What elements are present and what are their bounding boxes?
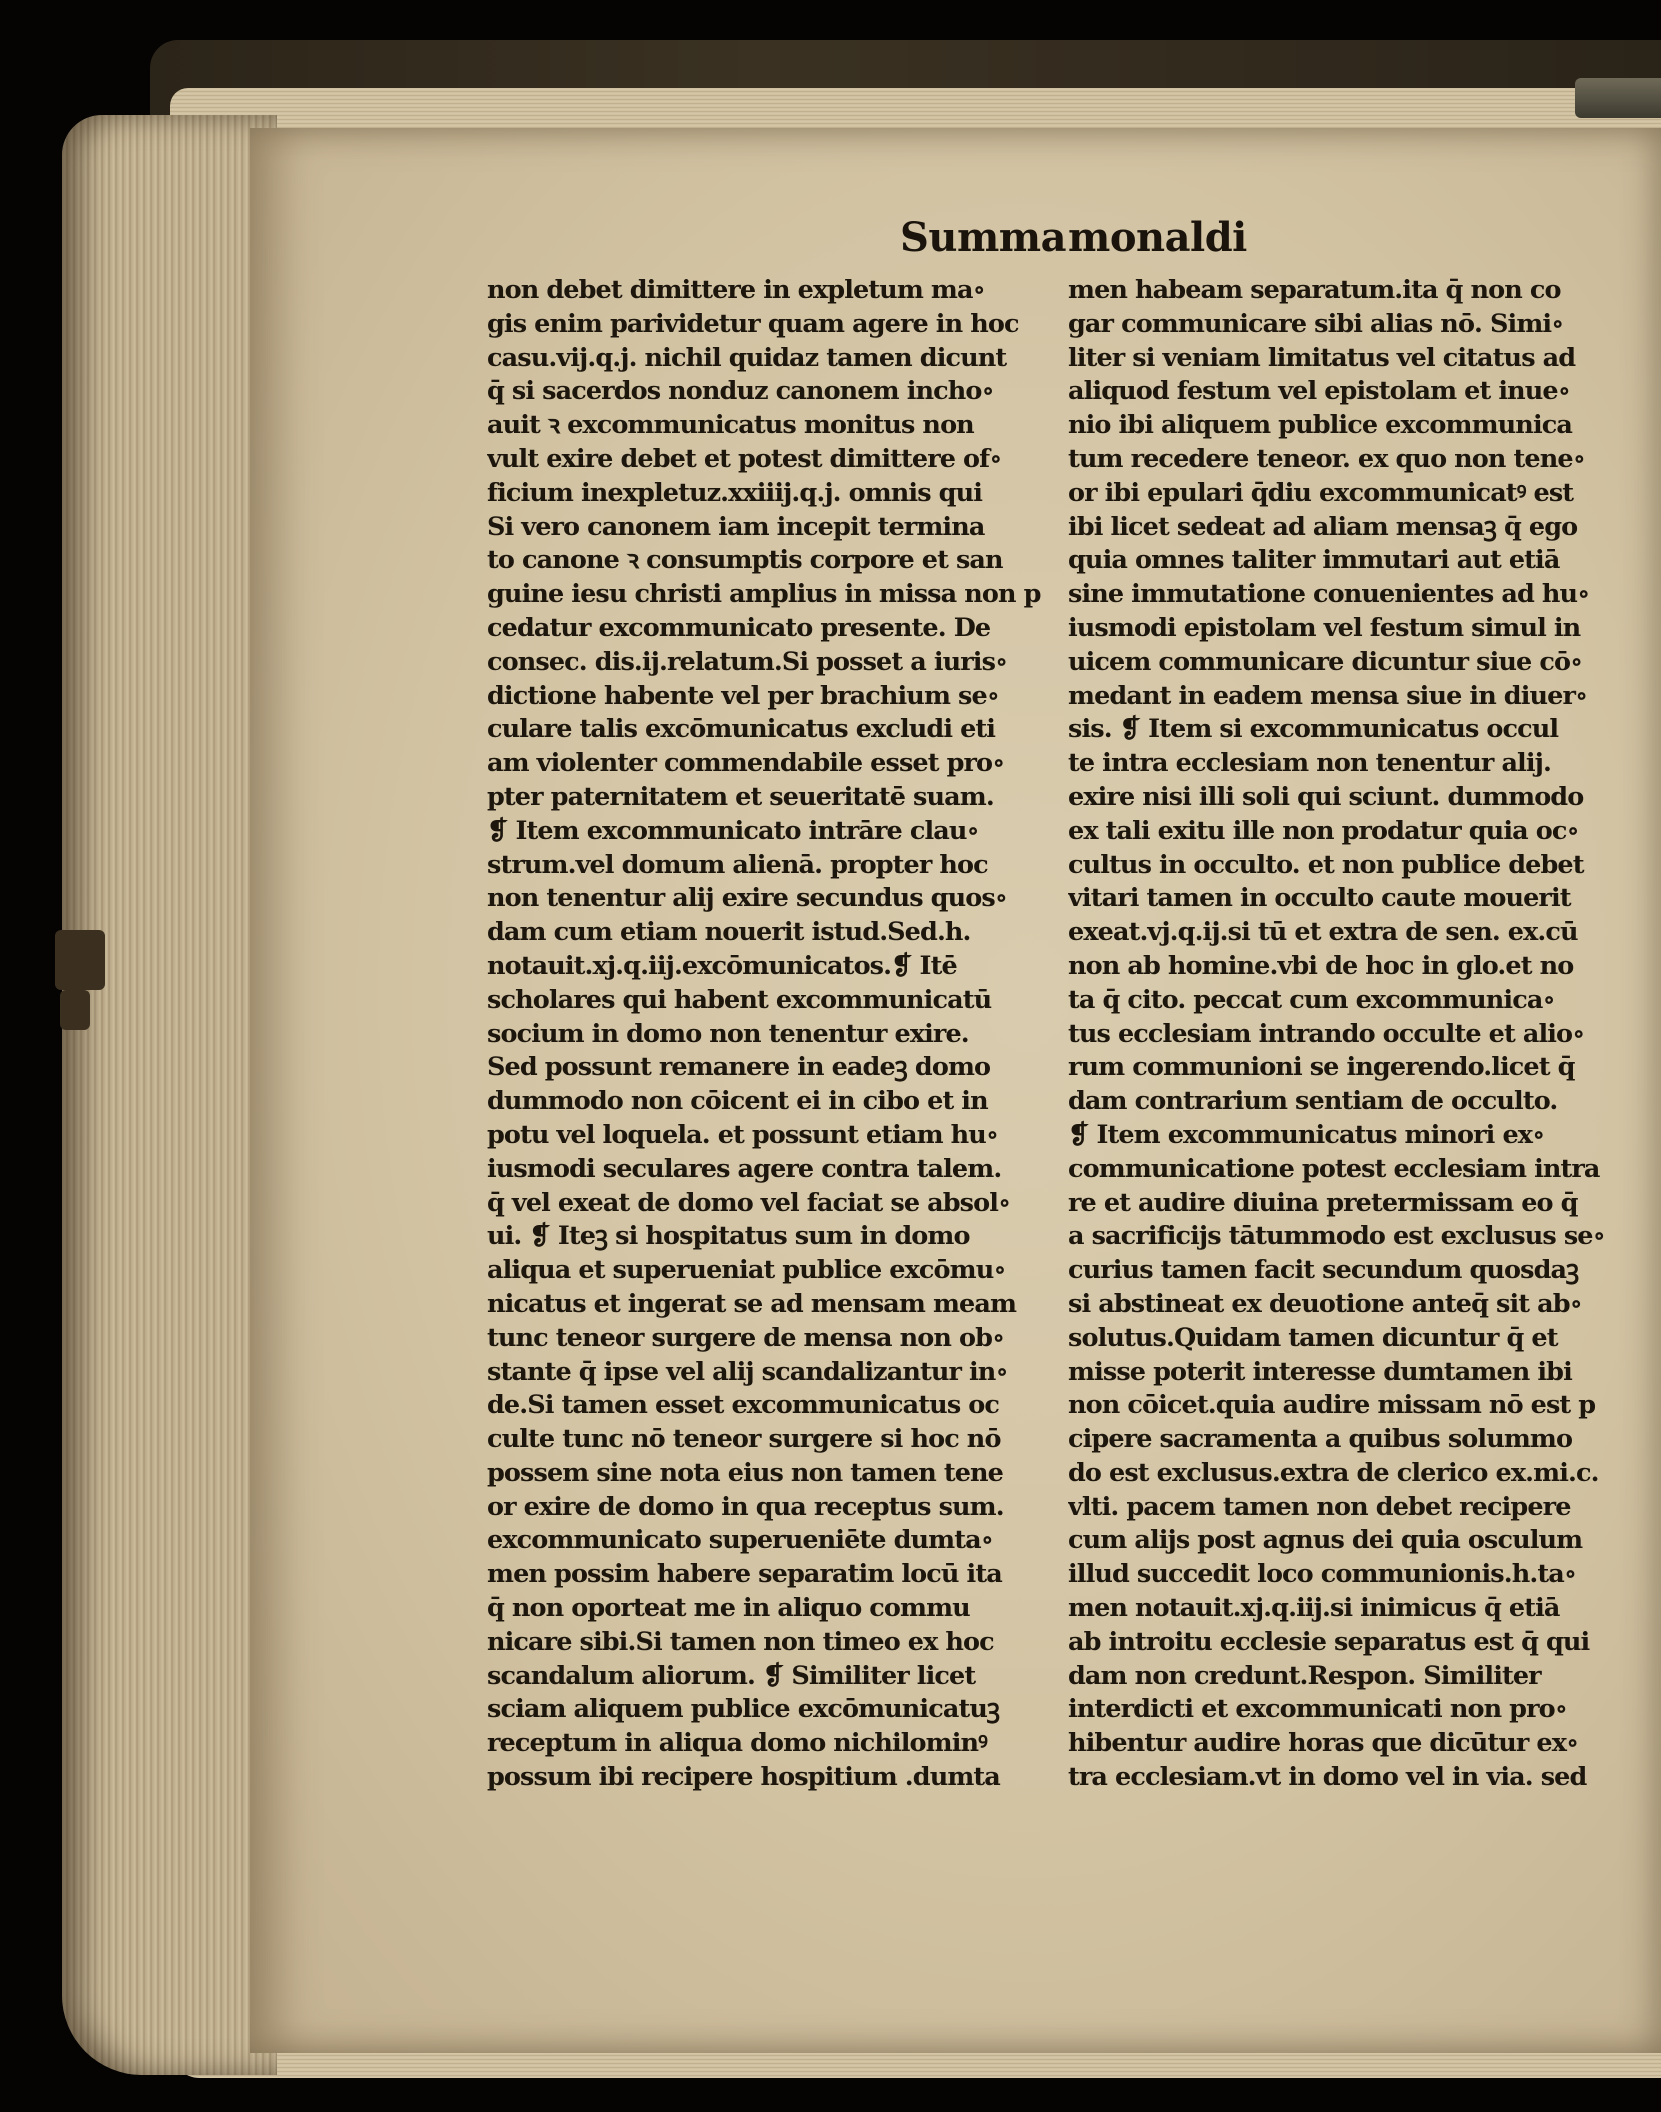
text-line: cultus in occulto. et non publice debet [1068,849,1584,880]
text-line: ❡ Item excommunicatus minori ex∘ [1068,1119,1545,1150]
text-line: nio ibi aliquem publice excommunica [1068,410,1572,441]
text-line: casu.vij.q.j. nichil quidaz tamen dicunt [487,342,1007,373]
text-line: ab introitu ecclesie separatus est q̄ qui [1068,1626,1590,1657]
text-line: exire nisi illi soli qui sciunt. dummodo [1068,781,1584,812]
text-line: men habeam separatum.ita q̄ non co [1068,275,1561,305]
text-line: nicatus et ingerat se ad mensam meam [487,1288,1017,1319]
text-line: ❡ Item excommunicato intrāre clau∘ [487,815,979,846]
text-line: non cōicet.quia audire missam nō est p [1068,1390,1596,1421]
text-line: q̄ vel exeat de domo vel faciat se absol∘ [487,1187,1011,1218]
text-line: non debet dimittere in expletum ma∘ [487,275,985,305]
text-line: dam contrarium sentiam de occulto. [1068,1086,1558,1117]
text-column-left [487,274,1077,1795]
text-line: non tenentur alij exire secundus quos∘ [487,883,1008,914]
text-line: scholares qui habent excommunicatū [487,984,992,1015]
text-line: aliquod festum vel epistolam et inue∘ [1068,376,1571,407]
binding-strap-upper [55,930,105,990]
text-line: q̄ si sacerdos nonduz canonem incho∘ [487,376,994,407]
text-line: auit ꝛ excommunicatus monitus non [487,410,974,441]
text-line: quia omnes taliter immutari aut etiā [1068,545,1560,576]
text-line: hibentur audire horas que dicūtur ex∘ [1068,1728,1579,1759]
text-line: dam cum etiam nouerit istud.Sed.h. [487,917,971,948]
clasp [1575,78,1661,118]
text-line: ui. ❡ Iteꝫ si hospitatus sum in domo [487,1221,970,1252]
text-line: solutus.Quidam tamen dicuntur q̄ et [1068,1322,1558,1353]
text-line: stante q̄ ipse vel alij scandalizantur in∘ [487,1356,1008,1387]
running-head-left: Summa [900,214,1067,261]
text-line: uicem communicare dicuntur siue cō∘ [1068,646,1583,677]
text-line: ta q̄ cito. peccat cum excommunica∘ [1068,984,1555,1015]
text-line: Si vero canonem iam incepit termina [487,511,985,542]
running-head-right: monaldi [1068,214,1247,261]
text-line: possum ibi recipere hospitium .dumta [487,1762,1000,1793]
text-line: consec. dis.ij.relatum.Si posset a iuris∘ [487,646,1008,677]
text-line: dam non credunt.Respon. Similiter [1068,1660,1541,1691]
text-line: tunc teneor surgere de mensa non ob∘ [487,1322,1005,1353]
text-line: ibi licet sedeat ad aliam mensaꝫ q̄ ego [1068,511,1578,542]
text-line: men notauit.xj.q.iij.si inimicus q̄ etiā [1068,1593,1560,1624]
text-line: pter paternitatem et seueritatē suam. [487,781,994,812]
text-line: si abstineat ex deuotione anteq̄ sit ab∘ [1068,1288,1583,1319]
text-line: vitari tamen in occulto caute mouerit [1068,883,1571,914]
text-line: strum.vel domum alienā. propter hoc [487,849,988,880]
fore-edge [62,115,277,2075]
text-line: guine iesu christi amplius in missa non p [487,579,1041,610]
text-line: de.Si tamen esset excommunicatus oc [487,1390,999,1421]
text-line: dummodo non cōicent ei in cibo et in [487,1086,988,1117]
text-line: cipere sacramenta a quibus solummo [1068,1424,1573,1455]
text-line: excommunicato superueniēte dumta∘ [487,1525,994,1556]
text-line: interdicti et excommunicati non pro∘ [1068,1694,1568,1725]
text-column-right [1068,274,1628,1795]
text-line: tus ecclesiam intrando occulte et alio∘ [1068,1018,1585,1049]
text-line: socium in domo non tenentur exire. [487,1018,969,1049]
text-line: gar communicare sibi alias nō. Simi∘ [1068,308,1564,339]
text-line: am violenter commendabile esset pro∘ [487,748,1005,779]
text-line: notauit.xj.q.iij.excōmunicatos.❡ Itē [487,950,957,981]
text-line: Sed possunt remanere in eadeꝫ domo [487,1052,991,1083]
text-line: communicatione potest ecclesiam intra [1068,1153,1600,1184]
binding-strap-lower [60,990,90,1030]
text-line: sine immutatione conuenientes ad hu∘ [1068,579,1590,610]
text-line: ficium inexpletuz.xxiiij.q.j. omnis qui [487,477,983,508]
text-line: exeat.vj.q.ij.si tū et extra de sen. ex.cū [1068,917,1578,948]
text-line: potu vel loquela. et possunt etiam hu∘ [487,1119,999,1150]
text-line: possem sine nota eius non tamen tene [487,1457,1003,1488]
text-line: do est exclusus.extra de clerico ex.mi.c. [1068,1457,1599,1488]
text-line: aliqua et superueniat publice excōmu∘ [487,1255,1006,1286]
text-line: te intra ecclesiam non tenentur alij. [1068,748,1551,779]
text-line: cedatur excommunicato presente. De [487,612,991,643]
text-line: men possim habere separatim locū ita [487,1559,1002,1590]
text-line: re et audire diuina pretermissam eo q̄ [1068,1187,1578,1218]
text-line: nicare sibi.Si tamen non timeo ex hoc [487,1626,994,1657]
text-line: rum communioni se ingerendo.licet q̄ [1068,1052,1575,1083]
text-line: or exire de domo in qua receptus sum. [487,1491,1004,1522]
text-line: non ab homine.vbi de hoc in glo.et no [1068,950,1574,981]
text-line: receptum in aliqua domo nichilominꝰ [487,1728,988,1759]
text-line: liter si veniam limitatus vel citatus ad [1068,342,1576,373]
text-line: q̄ non oporteat me in aliquo commu [487,1593,970,1624]
text-line: cum alijs post agnus dei quia osculum [1068,1525,1583,1556]
text-line: culte tunc nō teneor surgere si hoc nō [487,1424,1001,1455]
text-line: iusmodi seculares agere contra talem. [487,1153,1002,1184]
text-line: dictione habente vel per brachium se∘ [487,680,1000,711]
text-line: misse poterit interesse dumtamen ibi [1068,1356,1572,1387]
text-line: ex tali exitu ille non prodatur quia oc∘ [1068,815,1579,846]
text-line: vlti. pacem tamen non debet recipere [1068,1491,1571,1522]
text-line: illud succedit loco communionis.h.ta∘ [1068,1559,1577,1590]
text-line: sis. ❡ Item si excommunicatus occul [1068,714,1559,745]
text-line: medant in eadem mensa siue in diuer∘ [1068,680,1588,711]
text-line: iusmodi epistolam vel festum simul in [1068,612,1581,643]
text-line: or ibi epulari q̄diu excommunicatꝰ est [1068,477,1574,508]
text-line: tra ecclesiam.vt in domo vel in via. sed [1068,1762,1587,1793]
text-line: curius tamen facit secundum quosdaꝫ [1068,1255,1579,1286]
text-line: scandalum aliorum. ❡ Similiter licet [487,1660,976,1691]
text-line: tum recedere teneor. ex quo non tene∘ [1068,443,1586,474]
text-line: vult exire debet et potest dimittere of∘ [487,443,1002,474]
text-line: a sacrificijs tātummodo est exclusus se∘ [1068,1221,1605,1252]
text-line: culare talis excōmunicatus excludi eti [487,714,996,745]
text-line: sciam aliquem publice excōmunicatuꝫ [487,1694,1000,1725]
text-line: to canone ꝛ consumptis corpore et san [487,545,1003,576]
text-line: gis enim parividetur quam agere in hoc [487,308,1019,339]
